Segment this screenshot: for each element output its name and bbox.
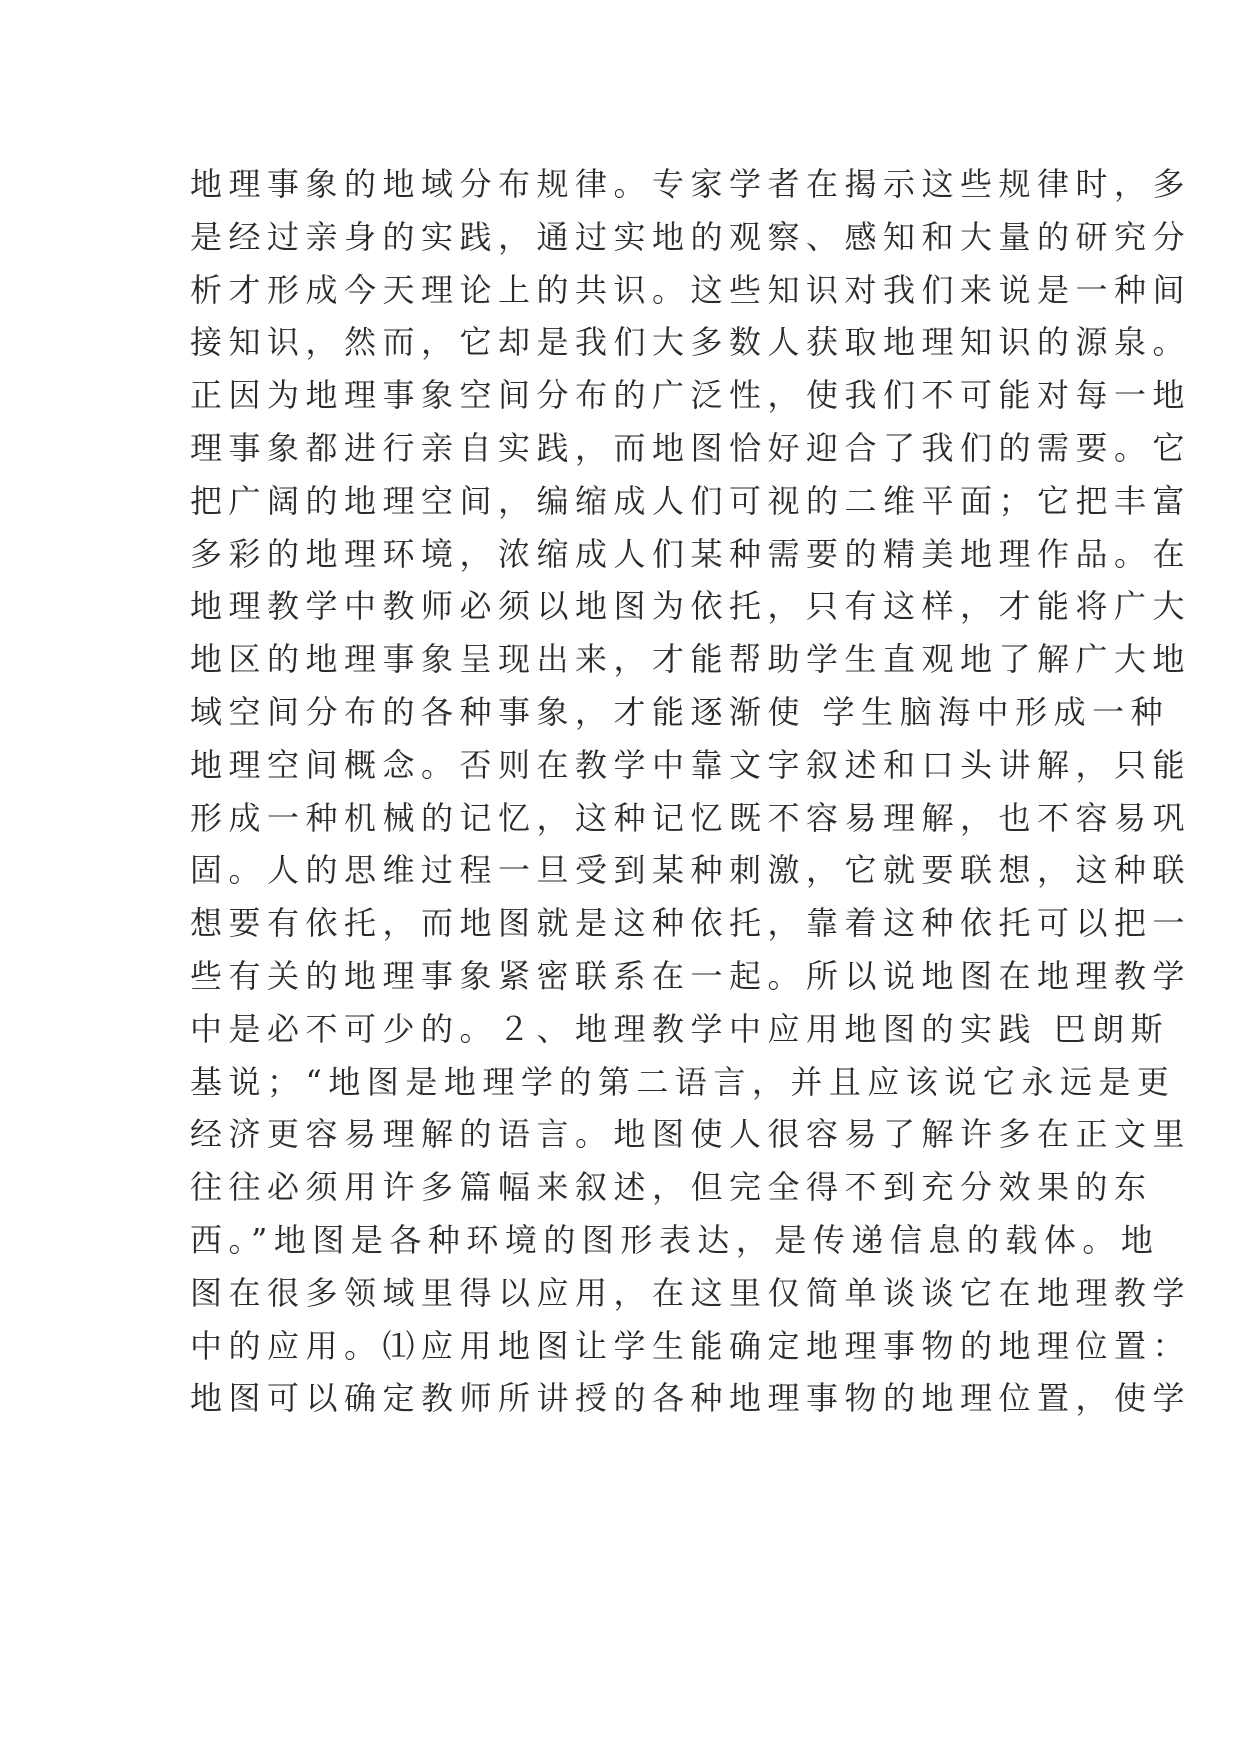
text-line: 地区的地理事象呈现出来，才能帮助学生直观地了解广大地 (190, 640, 1192, 679)
text-line: 往往必须用许多篇幅来叙述，但完全得不到充分效果的东 (190, 1168, 1153, 1207)
text-line: 固。人的思维过程一旦受到某种刺激，它就要联想，这种联 (190, 851, 1192, 890)
text-line: 把广阔的地理空间，编缩成人们可视的二维平面；它把丰富 (190, 481, 1192, 520)
text-line: 多彩的地理环境，浓缩成人们某种需要的精美地理作品。在 (190, 534, 1192, 573)
text-line: 正因为地理事象空间分布的广泛性，使我们不可能对每一地 (190, 376, 1192, 415)
text-line: 是经过亲身的实践，通过实地的观察、感知和大量的研究分 (190, 217, 1192, 256)
text-line: 中是必不可少的。２、地理教学中应用地图的实践 巴朗斯 (190, 1009, 1170, 1048)
text-line: 域空间分布的各种事象，才能逐渐使 学生脑海中形成一种 (190, 692, 1170, 731)
text-line: 想要有依托，而地图就是这种依托，靠着这种依托可以把一 (190, 904, 1192, 943)
text-line: 地理空间概念。否则在教学中靠文字叙述和口头讲解，只能 (190, 745, 1192, 784)
text-line: 析才形成今天理论上的共识。这些知识对我们来说是一种间 (190, 270, 1192, 309)
text-line: 西。”地图是各种环境的图形表达，是传递信息的载体。地 (190, 1220, 1160, 1259)
text-line: 经济更容易理解的语言。地图使人很容易了解许多在正文里 (190, 1115, 1192, 1154)
text-line: 接知识，然而，它却是我们大多数人获取地理知识的源泉。 (190, 323, 1192, 362)
text-line: 基说；“地图是地理学的第二语言，并且应该说它永远是更 (190, 1062, 1176, 1101)
text-line: 图在很多领域里得以应用，在这里仅简单谈谈它在地理教学 (190, 1273, 1192, 1312)
text-line: 形成一种机械的记忆，这种记忆既不容易理解，也不容易巩 (190, 798, 1192, 837)
text-line: 理事象都进行亲自实践，而地图恰好迎合了我们的需要。它 (190, 428, 1192, 467)
text-line: 地理教学中教师必须以地图为依托，只有这样，才能将广大 (190, 587, 1192, 626)
body-text (190, 158, 1192, 1425)
text-line: 地图可以确定教师所讲授的各种地理事物的地理位置，使学 (190, 1379, 1192, 1418)
text-line: 中的应用。⑴应用地图让学生能确定地理事物的地理位置： (190, 1326, 1192, 1365)
text-line: 些有关的地理事象紧密联系在一起。所以说地图在地理教学 (190, 956, 1192, 995)
text-line: 地理事象的地域分布规律。专家学者在揭示这些规律时，多 (190, 165, 1192, 203)
